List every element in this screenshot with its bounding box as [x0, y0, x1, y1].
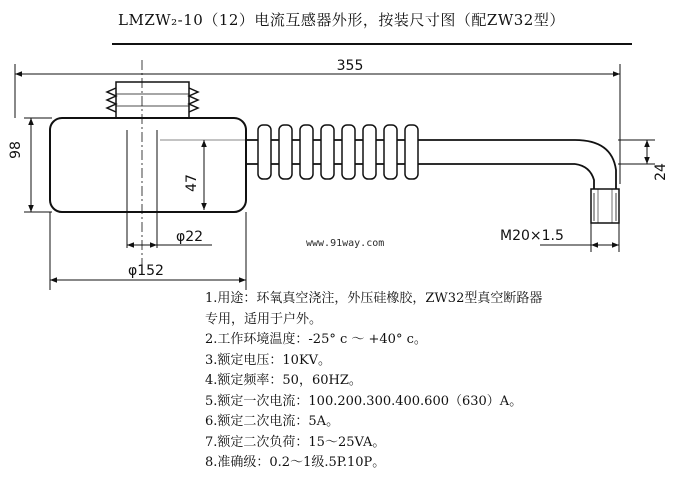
spec-item: 5.额定一次电流：100.200.300.400.600（630）A。	[205, 393, 523, 409]
dimension-inner-height	[160, 140, 250, 210]
specification-list	[205, 289, 675, 474]
arm-sheds	[258, 125, 418, 179]
spec-item: 7.额定二次负荷：15～25VA。	[205, 434, 386, 450]
arm-bend	[575, 140, 616, 189]
spec-item: 1.用途：环氧真空浇注，外压硅橡胶，ZW32型真空断路器	[205, 291, 543, 306]
top-insulator	[107, 82, 198, 118]
spec-item: 6.额定二次电流：5A。	[205, 414, 340, 429]
dimension-outer-diameter-label: φ152	[128, 263, 164, 279]
spec-item: 专用，适用于户外。	[205, 311, 323, 327]
watermark-url: www.91way.com	[306, 238, 385, 249]
dimension-end-height	[618, 140, 655, 164]
spec-item: 3.额定电压：10KV。	[205, 352, 332, 368]
spec-item: 2.工作环境温度：-25° c ～ +40° c。	[205, 332, 427, 347]
transformer-body	[50, 118, 246, 212]
spec-item: 8.准确级：0.2～1级.5P.10P。	[205, 455, 386, 470]
spec-item: 4.额定频率：50，60HZ。	[205, 373, 362, 388]
dimension-inner-height-label: 47	[184, 174, 200, 192]
dimension-height	[24, 118, 52, 212]
dimension-end-height-label: 24	[653, 163, 669, 181]
dimension-height-label: 98	[8, 141, 24, 159]
dimension-length-label: 355	[336, 58, 364, 74]
thread-end	[591, 189, 619, 223]
dimension-length	[15, 64, 620, 184]
dimension-thread-label: M20×1.5	[500, 228, 564, 244]
dimension-inner-diameter-label: φ22	[176, 229, 204, 245]
drawing-title: LMZW₂-10（12）电流互感器外形，按装尺寸图（配ZW32型）	[118, 11, 565, 29]
